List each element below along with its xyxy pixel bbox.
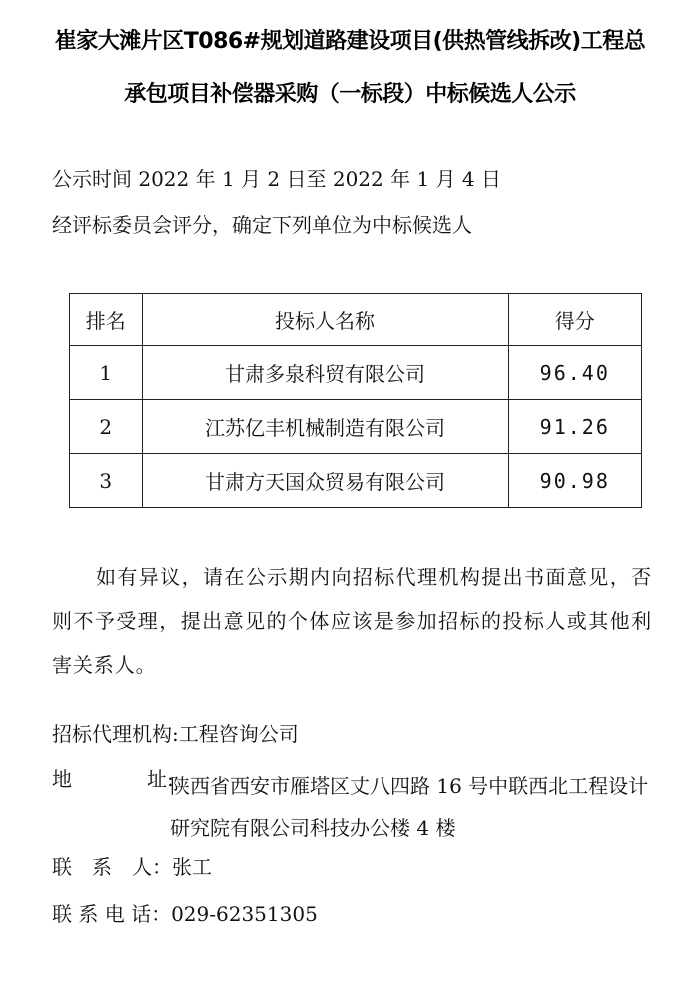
cell-score: 91.26 bbox=[508, 400, 641, 454]
agency-label: 招标代理机构: bbox=[52, 722, 179, 746]
table-row bbox=[70, 400, 642, 454]
contact-phone-value: 029-62351305 bbox=[171, 902, 318, 926]
agency-row bbox=[52, 720, 299, 748]
cell-score: 96.40 bbox=[508, 346, 641, 400]
cell-bidder-name: 甘肃多泉科贸有限公司 bbox=[142, 346, 508, 400]
address-value: 陕西省西安市雁塔区丈八四路 16 号中联西北工程设计研究院有限公司科技办公楼 4 楼 bbox=[170, 774, 649, 840]
contact-person-value: 张工 bbox=[172, 855, 212, 879]
document-title-line-1: 崔家大滩片区T086#规划道路建设项目(供热管线拆改)工程总 bbox=[54, 29, 646, 54]
header-bidder-name: 投标人名称 bbox=[142, 294, 508, 346]
contact-phone-label: 联 系 电 话： bbox=[52, 902, 172, 926]
address-label-part-1: 地 bbox=[52, 767, 72, 791]
cell-score: 90.98 bbox=[508, 454, 641, 508]
table-row bbox=[70, 454, 642, 508]
contact-person-label: 联 系 人： bbox=[52, 855, 172, 879]
objection-paragraph: 如有异议，请在公示期内向招标代理机构提出书面意见，否则不予受理，提出意见的个体应该是参加招标的投标人或其他利害关系人。 bbox=[52, 565, 652, 677]
header-rank: 排名 bbox=[70, 294, 143, 346]
agency-value: 工程咨询公司 bbox=[178, 722, 299, 746]
notice-intro: 经评标委员会评分，确定下列单位为中标候选人 bbox=[52, 213, 472, 237]
address-label-part-2: 址: bbox=[147, 767, 174, 791]
document-title-line-2: 承包项目补偿器采购（一标段）中标候选人公示 bbox=[124, 82, 576, 107]
cell-rank: 3 bbox=[70, 454, 143, 508]
cell-bidder-name: 江苏亿丰机械制造有限公司 bbox=[142, 400, 508, 454]
cell-rank: 2 bbox=[70, 400, 143, 454]
contact-phone-row bbox=[52, 900, 318, 928]
table-row bbox=[70, 346, 642, 400]
notice-period: 公示时间 2022 年 1 月 2 日至 2022 年 1 月 4 日 bbox=[52, 167, 501, 191]
header-score: 得分 bbox=[508, 294, 641, 346]
table-header-row bbox=[70, 294, 642, 346]
candidate-table bbox=[69, 293, 642, 508]
cell-rank: 1 bbox=[70, 346, 143, 400]
cell-bidder-name: 甘肃方天国众贸易有限公司 bbox=[142, 454, 508, 508]
contact-person-row bbox=[52, 853, 212, 881]
